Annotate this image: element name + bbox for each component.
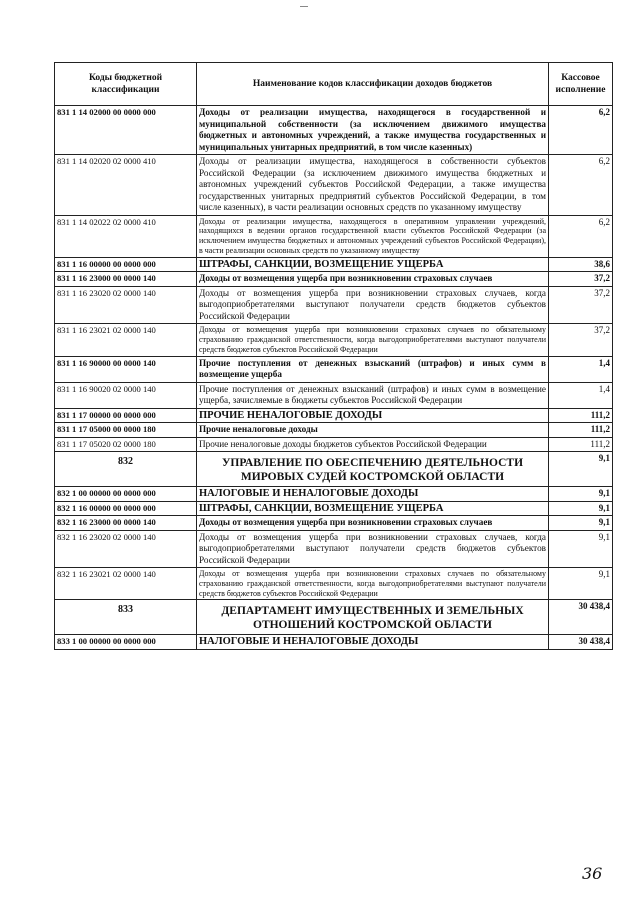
table-header-row <box>55 63 613 106</box>
table-row <box>55 568 613 600</box>
row-sum: 111,2 <box>549 408 613 423</box>
row-name: Прочие поступления от денежных взысканий (штрафов) и иных сумм в возмещение ущерба, зачисляемые в бюджеты субъектов Российской Федерации <box>197 382 549 408</box>
row-code: 831 1 16 90020 02 0000 140 <box>55 382 197 408</box>
row-code: 831 1 16 23021 02 0000 140 <box>55 324 197 356</box>
row-code: 831 1 16 90000 00 0000 140 <box>55 356 197 382</box>
row-sum: 30 438,4 <box>549 635 613 650</box>
row-code: 831 1 16 23020 02 0000 140 <box>55 286 197 324</box>
page-number: 36 <box>582 864 603 883</box>
row-sum: 37,2 <box>549 324 613 356</box>
table-row <box>55 600 613 635</box>
row-sum: 30 438,4 <box>549 600 613 635</box>
row-code: 831 1 17 05020 02 0000 180 <box>55 437 197 452</box>
table-row <box>55 324 613 356</box>
row-name: Прочие неналоговые доходы <box>197 423 549 438</box>
row-name: ШТРАФЫ, САНКЦИИ, ВОЗМЕЩЕНИЕ УЩЕРБА <box>197 257 549 272</box>
row-code: 831 1 16 23000 00 0000 140 <box>55 272 197 287</box>
row-sum: 111,2 <box>549 423 613 438</box>
row-code: 832 1 16 23021 02 0000 140 <box>55 568 197 600</box>
row-name: Доходы от реализации имущества, находящегося в собственности субъектов Российской Федерации (за исключением движимого имущества бюджетных и автономных учреждений субъектов Российской Федерации, а также имущества государственных унитарных предприятий субъектов Российской Федерации, в том числе казенных), в части реализации основных средств по указанному имуществу <box>197 155 549 216</box>
row-sum: 38,6 <box>549 257 613 272</box>
table-row <box>55 501 613 516</box>
row-code: 832 1 16 23000 00 0000 140 <box>55 516 197 531</box>
row-sum: 37,2 <box>549 272 613 287</box>
row-name: Доходы от возмещения ущерба при возникновении страховых случаев, когда выгодоприобретателями выступают получатели средств бюджетов субъектов Российской Федерации <box>197 530 549 568</box>
row-sum: 9,1 <box>549 568 613 600</box>
header-code: Коды бюджетной классификации <box>55 63 197 106</box>
table-row <box>55 106 613 155</box>
scan-mark <box>300 6 308 7</box>
row-name: Доходы от возмещения ущерба при возникновении страховых случаев <box>197 272 549 287</box>
row-sum: 1,4 <box>549 382 613 408</box>
row-name: Доходы от возмещения ущерба при возникновении страховых случаев по обязательному страхованию гражданской ответственности, когда выгодоприобретателями выступают получатели средств бюджетов субъектов Российской Федерации <box>197 324 549 356</box>
row-name: НАЛОГОВЫЕ И НЕНАЛОГОВЫЕ ДОХОДЫ <box>197 635 549 650</box>
table-row <box>55 423 613 438</box>
row-code: 831 1 17 05000 00 0000 180 <box>55 423 197 438</box>
row-sum: 9,1 <box>549 452 613 487</box>
row-code: 832 <box>55 452 197 487</box>
row-name: Прочие поступления от денежных взысканий (штрафов) и иных сумм в возмещение ущерба <box>197 356 549 382</box>
row-sum: 37,2 <box>549 286 613 324</box>
row-name: Доходы от возмещения ущерба при возникновении страховых случаев <box>197 516 549 531</box>
header-sum: Кассовое исполнение <box>549 63 613 106</box>
row-code: 832 1 16 23020 02 0000 140 <box>55 530 197 568</box>
row-code: 831 1 14 02020 02 0000 410 <box>55 155 197 216</box>
row-name: ПРОЧИЕ НЕНАЛОГОВЫЕ ДОХОДЫ <box>197 408 549 423</box>
table-row <box>55 452 613 487</box>
row-sum: 9,1 <box>549 487 613 502</box>
row-name: Доходы от реализации имущества, находящегося в государственной и муниципальной собственности (за исключением движимого имущества бюджетных и автономных учреждений, а также имущества государственных и муниципальных унитарных предприятий, в том числе казенных) <box>197 106 549 155</box>
row-name: Прочие неналоговые доходы бюджетов субъектов Российской Федерации <box>197 437 549 452</box>
row-sum: 1,4 <box>549 356 613 382</box>
table-row <box>55 530 613 568</box>
row-name: Доходы от возмещения ущерба при возникновении страховых случаев, когда выгодоприобретателями выступают получатели средств бюджетов субъектов Российской Федерации <box>197 286 549 324</box>
header-name: Наименование кодов классификации доходов бюджетов <box>197 63 549 106</box>
row-code: 831 1 16 00000 00 0000 000 <box>55 257 197 272</box>
table-row <box>55 382 613 408</box>
row-name: Доходы от возмещения ущерба при возникновении страховых случаев по обязательному страхованию гражданской ответственности, когда выгодоприобретателями выступают получатели средств бюджетов субъектов Российской Федерации <box>197 568 549 600</box>
row-sum: 6,2 <box>549 215 613 257</box>
table-row <box>55 272 613 287</box>
row-sum: 6,2 <box>549 106 613 155</box>
row-sum: 9,1 <box>549 501 613 516</box>
row-code: 832 1 16 00000 00 0000 000 <box>55 501 197 516</box>
table-row <box>55 215 613 257</box>
table-row <box>55 286 613 324</box>
table-row <box>55 408 613 423</box>
table-row <box>55 635 613 650</box>
table-row <box>55 155 613 216</box>
row-code: 831 1 14 02022 02 0000 410 <box>55 215 197 257</box>
row-sum: 6,2 <box>549 155 613 216</box>
row-name: Доходы от реализации имущества, находящегося в оперативном управлении учреждений, находящихся в ведении органов государственной власти субъектов Российской Федерации (за исключением имущества бюджетных и автономных учреждений субъектов Российской Федерации), в части реализации основных средств по указанному имуществу <box>197 215 549 257</box>
budget-revenue-table <box>54 62 613 650</box>
row-code: 831 1 14 02000 00 0000 000 <box>55 106 197 155</box>
table-row <box>55 257 613 272</box>
row-sum: 9,1 <box>549 516 613 531</box>
row-code: 832 1 00 00000 00 0000 000 <box>55 487 197 502</box>
row-code: 833 1 00 00000 00 0000 000 <box>55 635 197 650</box>
row-code: 833 <box>55 600 197 635</box>
row-code: 831 1 17 00000 00 0000 000 <box>55 408 197 423</box>
table-row <box>55 516 613 531</box>
row-sum: 111,2 <box>549 437 613 452</box>
table-row <box>55 437 613 452</box>
table-row <box>55 356 613 382</box>
row-name: ШТРАФЫ, САНКЦИИ, ВОЗМЕЩЕНИЕ УЩЕРБА <box>197 501 549 516</box>
row-name: ДЕПАРТАМЕНТ ИМУЩЕСТВЕННЫХ И ЗЕМЕЛЬНЫХ ОТНОШЕНИЙ КОСТРОМСКОЙ ОБЛАСТИ <box>197 600 549 635</box>
row-name: УПРАВЛЕНИЕ ПО ОБЕСПЕЧЕНИЮ ДЕЯТЕЛЬНОСТИ МИРОВЫХ СУДЕЙ КОСТРОМСКОЙ ОБЛАСТИ <box>197 452 549 487</box>
table-row <box>55 487 613 502</box>
row-name: НАЛОГОВЫЕ И НЕНАЛОГОВЫЕ ДОХОДЫ <box>197 487 549 502</box>
row-sum: 9,1 <box>549 530 613 568</box>
